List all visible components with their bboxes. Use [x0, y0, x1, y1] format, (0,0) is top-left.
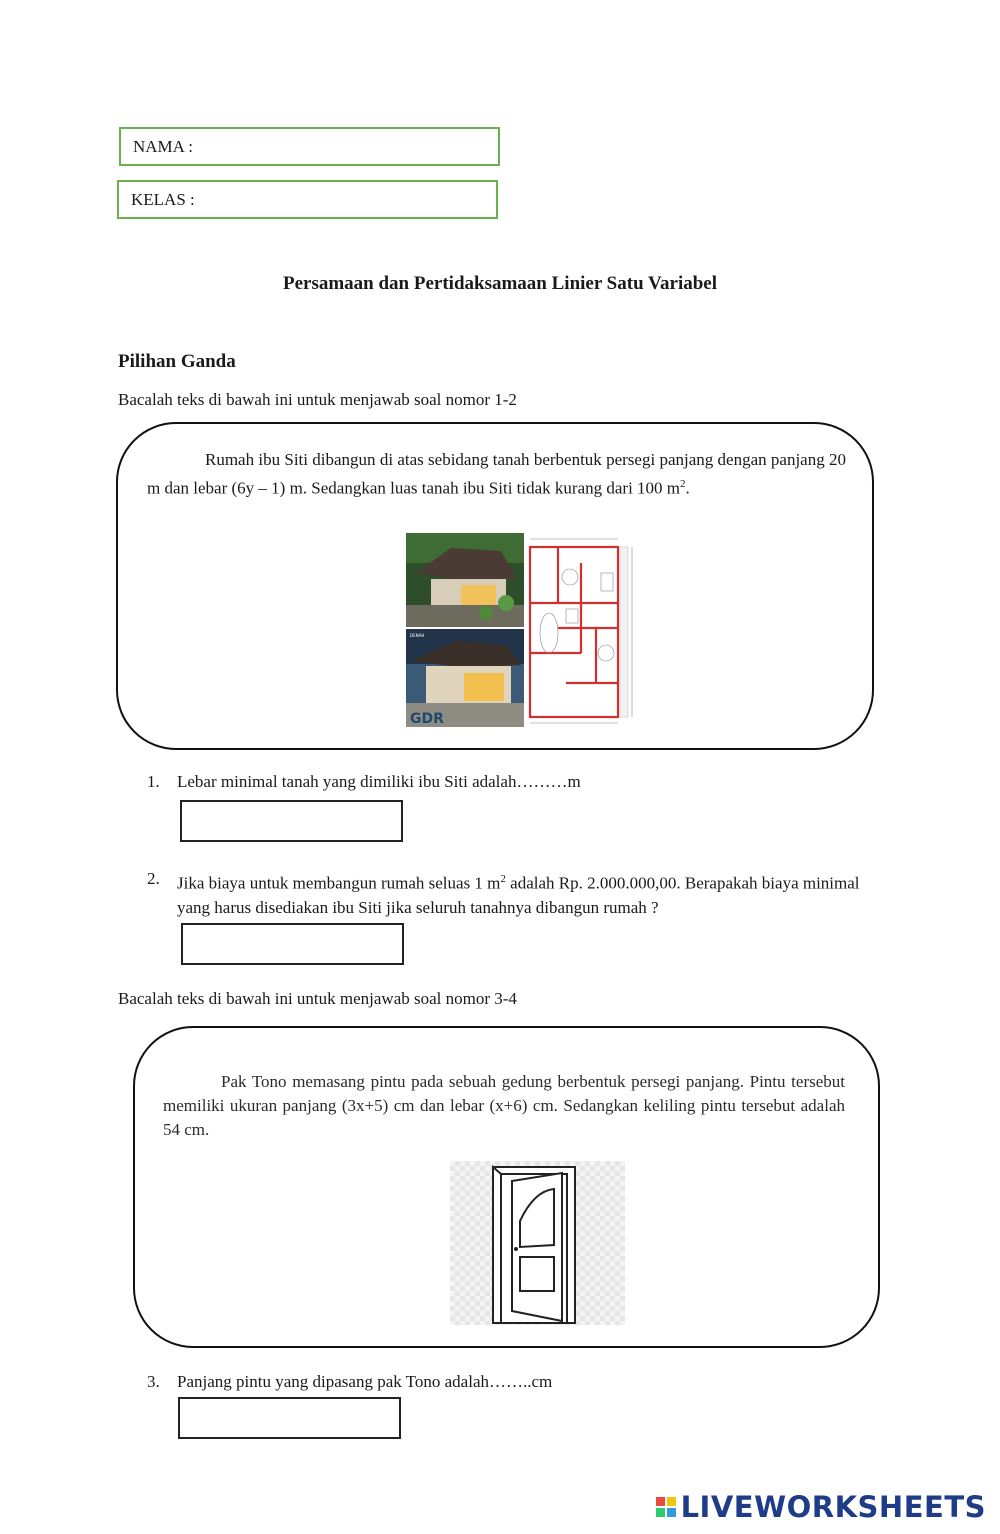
name-label: NAMA : [133, 136, 193, 156]
question-3 [147, 1370, 867, 1394]
answer-3-input[interactable] [178, 1397, 401, 1439]
question-1-text: Lebar minimal tanah yang dimiliki ibu Siti adalah………m [177, 772, 581, 791]
liveworksheets-logo [656, 1490, 986, 1524]
story-text-tono: Pak Tono memasang pintu pada sebuah gedung berbentuk persegi panjang. Pintu tersebut memiliki ukuran panjang (3x+5) cm dan lebar (x+6) cm. Sedangkan keliling pintu tersebut adalah 54 cm. [163, 1072, 845, 1139]
name-field[interactable] [119, 127, 500, 166]
class-field[interactable] [117, 180, 498, 219]
question-1 [147, 770, 867, 794]
svg-text:DENAH: DENAH [410, 633, 425, 638]
class-label: KELAS : [131, 189, 195, 209]
story-text-siti: Rumah ibu Siti dibangun di atas sebidang tanah berbentuk persegi panjang dengan panjang 20 m dan lebar (6y – 1) m. Sedangkan luas tanah ibu Siti tidak kurang dari 100 $m^2$. [147, 450, 846, 498]
instruction-3-4: Bacalah teks di bawah ini untuk menjawab soal nomor 3-4 [118, 989, 517, 1008]
instruction-1-2: Bacalah teks di bawah ini untuk menjawab soal nomor 1-2 [118, 390, 517, 409]
question-3-text: Panjang pintu yang dipasang pak Tono adalah……..cm [177, 1372, 553, 1391]
story-box-siti [116, 422, 874, 750]
svg-text:GDR: GDR [410, 711, 444, 727]
logo-blocks-icon [656, 1497, 676, 1517]
answer-1-input[interactable] [180, 800, 403, 842]
story-box-tono [133, 1026, 880, 1348]
door-image [450, 1161, 625, 1325]
worksheet-title: Persamaan dan Pertidaksamaan Linier Satu Variabel [282, 273, 718, 294]
question-3-number: 3. [147, 1372, 160, 1391]
brand-text: LIVEWORKSHEETS [680, 1490, 986, 1524]
question-1-number: 1. [147, 772, 160, 791]
section-heading: Pilihan Ganda [118, 351, 236, 372]
question-2-text: Jika biaya untuk membangun rumah seluas 1 $m^2$ adalah Rp. 2.000.000,00. Berapakah biaya minimal yang harus disediakan ibu Siti jika seluruh tanahnya dibangun rumah ? [177, 873, 860, 917]
question-2-number: 2. [147, 869, 160, 888]
question-2 [147, 867, 867, 915]
house-image [406, 533, 642, 727]
answer-2-input[interactable] [181, 923, 404, 965]
